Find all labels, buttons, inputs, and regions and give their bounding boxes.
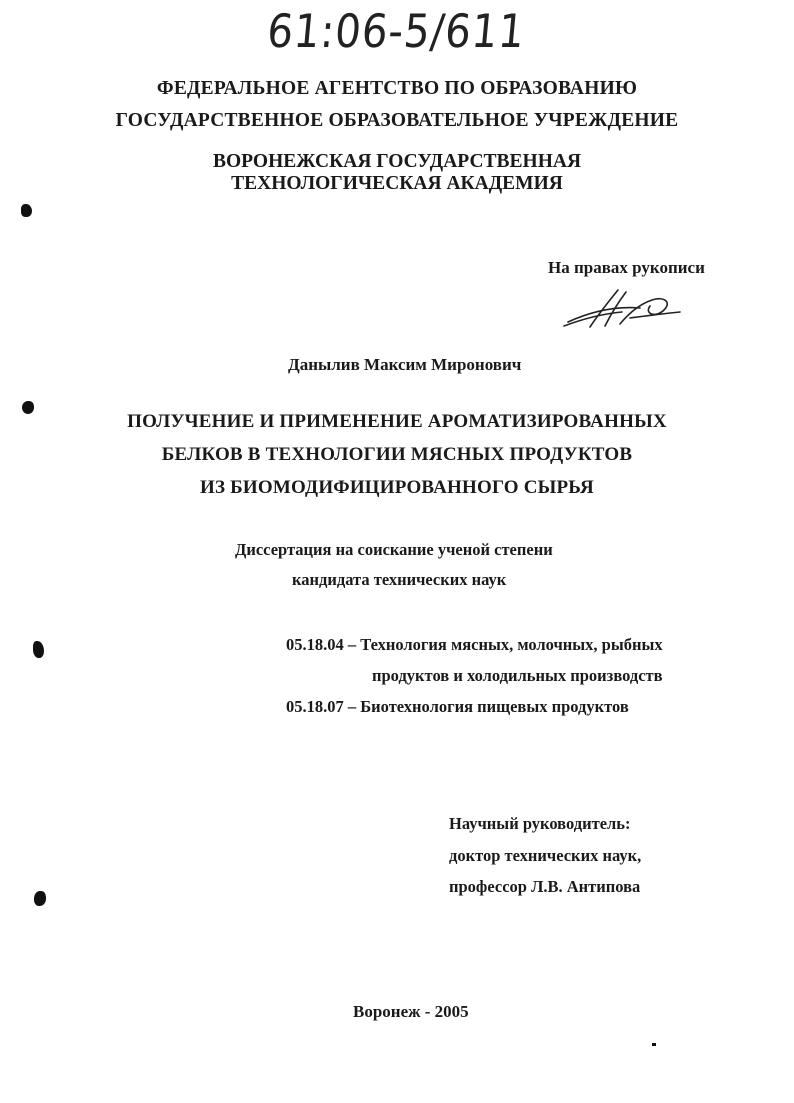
dissertation-line2: кандидата технических наук	[292, 570, 507, 589]
scan-mark	[33, 641, 44, 658]
author-name: Данылив Максим Миронович	[288, 355, 522, 374]
dissertation-line1: Диссертация на соискание ученой степени	[235, 540, 553, 559]
city-year: Воронеж - 2005	[353, 1002, 469, 1021]
title-line3: ИЗ БИОМОДИФИЦИРОВАННОГО СЫРЬЯ	[200, 477, 594, 498]
title-line1: ПОЛУЧЕНИЕ И ПРИМЕНЕНИЕ АРОМАТИЗИРОВАННЫХ	[127, 411, 667, 432]
agency-header-line2: ГОСУДАРСТВЕННОЕ ОБРАЗОВАТЕЛЬНОЕ УЧРЕЖДЕНИЕ	[115, 110, 679, 131]
supervisor-label: Научный руководитель:	[449, 814, 631, 833]
signature-icon	[560, 282, 690, 342]
supervisor-degree: доктор технических наук,	[449, 846, 642, 865]
supervisor-name: профессор Л.В. Антипова	[449, 877, 641, 896]
academy-line2: ТЕХНОЛОГИЧЕСКАЯ АКАДЕМИЯ	[231, 173, 563, 194]
specialty-2-line1: 05.18.07 – Биотехнология пищевых продуктов	[286, 697, 629, 716]
scan-speck	[652, 1043, 656, 1046]
agency-header-line1: ФЕДЕРАЛЬНОЕ АГЕНТСТВО ПО ОБРАЗОВАНИЮ	[156, 78, 638, 99]
manuscript-note: На правах рукописи	[548, 258, 705, 277]
scan-mark	[21, 204, 32, 217]
scan-mark	[22, 401, 34, 414]
handwritten-archive-number: 61:06-5/611	[265, 4, 528, 58]
title-line2: БЕЛКОВ В ТЕХНОЛОГИИ МЯСНЫХ ПРОДУКТОВ	[161, 444, 633, 465]
academy-line1: ВОРОНЕЖСКАЯ ГОСУДАРСТВЕННАЯ	[212, 151, 582, 172]
scan-mark	[34, 891, 46, 906]
specialty-1-line1: 05.18.04 – Технология мясных, молочных, рыбных	[286, 635, 663, 654]
specialty-1-line2: продуктов и холодильных производств	[372, 666, 663, 685]
